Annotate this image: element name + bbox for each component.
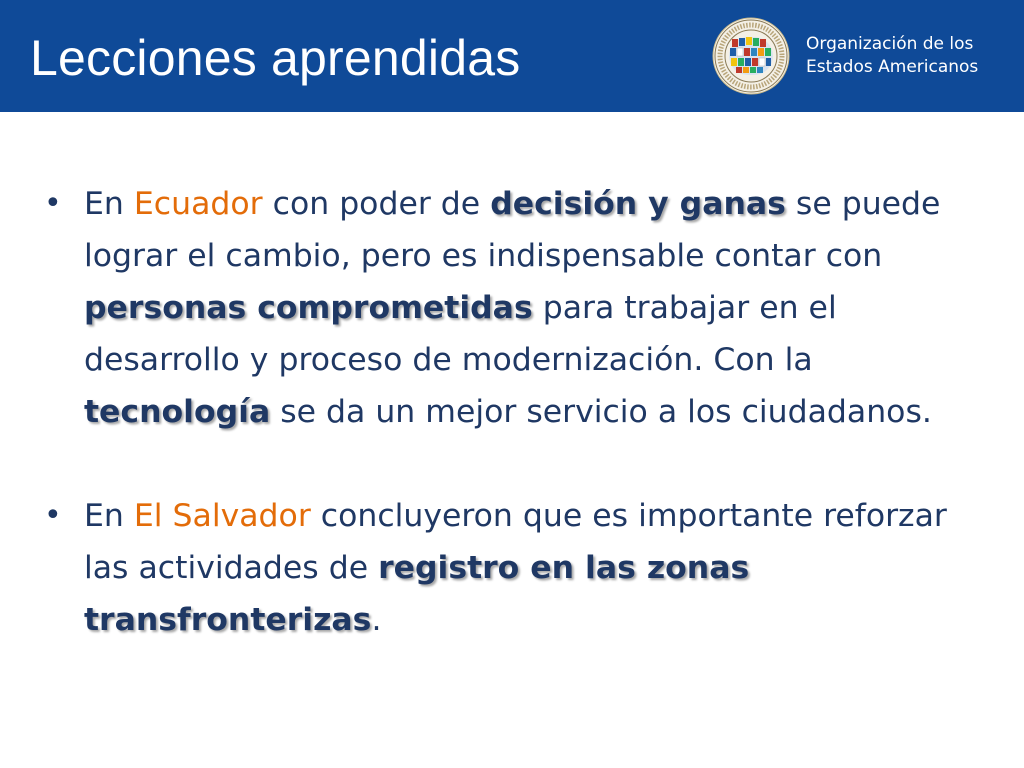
emphasis-registro: registro en las zonas transfronterizas [84, 550, 750, 638]
text-segment: En [84, 186, 134, 222]
organization-name-line-2: Estados Americanos [806, 57, 979, 77]
bullet-text [84, 186, 940, 430]
oas-seal-icon [712, 17, 790, 95]
emphasis-decision: decisión y ganas [490, 186, 786, 222]
text-segment: se puede lograr el cambio, pero es indispensable contar con [84, 186, 941, 274]
organization-name-line-1: Organización de los [806, 34, 974, 54]
bullet-item-el-salvador [44, 490, 984, 646]
organization-name [806, 33, 1016, 79]
text-segment: se da un mejor servicio a los ciudadanos. [270, 394, 932, 430]
bullet-list [44, 178, 984, 646]
emphasis-tecnologia: tecnología [84, 394, 271, 430]
bullet-item-ecuador [44, 178, 984, 438]
text-segment: . [371, 602, 382, 638]
text-segment: concluyeron que es importante reforzar las actividades de [84, 498, 947, 586]
text-segment: con poder de [262, 186, 491, 222]
country-ecuador: Ecuador [133, 186, 263, 222]
bullet-marker: • [44, 498, 62, 533]
slide-title: Lecciones aprendidas [30, 30, 521, 86]
country-el-salvador: El Salvador [133, 498, 311, 534]
slide-header [0, 0, 1024, 112]
bullet-marker: • [44, 186, 62, 221]
bullet-text [84, 498, 947, 638]
emphasis-personas: personas comprometidas [84, 290, 533, 326]
text-segment: para trabajar en el desarrollo y proceso de modernización. Con la [84, 290, 837, 378]
text-segment: En [84, 498, 134, 534]
